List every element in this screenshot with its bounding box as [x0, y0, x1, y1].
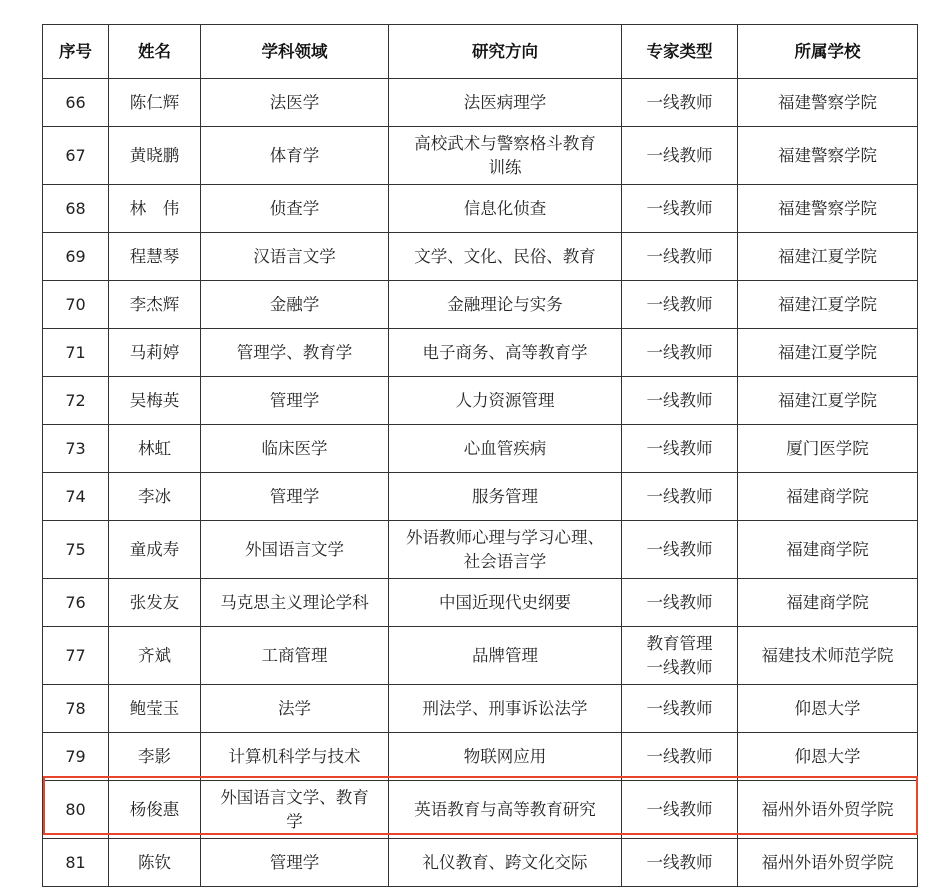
name-cell [109, 329, 201, 377]
expert-type-cell [622, 579, 738, 627]
discipline-text: 法学 [278, 698, 311, 718]
research-direction-cell [389, 185, 622, 233]
table-row [43, 521, 918, 579]
name-text: 黄晓鹏 [129, 145, 180, 165]
expert-type-text: 一线教师 [646, 198, 713, 218]
index-text: 69 [65, 246, 86, 266]
table-row [43, 839, 918, 887]
name-cell [109, 781, 201, 839]
research-direction-cell [389, 329, 622, 377]
expert-type-text: 一线教师 [646, 294, 713, 314]
index-cell [43, 733, 109, 781]
name-cell [109, 425, 201, 473]
table-row [43, 79, 918, 127]
discipline-text: 外国语言文学、教育 学 [220, 787, 369, 831]
name-text: 张发友 [129, 592, 180, 612]
research-direction-text: 高校武术与警察格斗教育 训练 [414, 133, 596, 177]
index-text: 68 [65, 198, 86, 218]
index-text: 66 [65, 92, 86, 112]
table-row [43, 127, 918, 185]
header-school: 所属学校 [738, 25, 918, 79]
expert-type-cell [622, 233, 738, 281]
discipline-text: 法医学 [269, 92, 320, 112]
header-expert-type: 专家类型 [622, 25, 738, 79]
school-cell [738, 79, 918, 127]
name-text: 童成寿 [129, 539, 180, 559]
research-direction-cell [389, 79, 622, 127]
discipline-cell [201, 579, 389, 627]
school-text: 福建警察学院 [778, 198, 877, 218]
header-discipline: 学科领域 [201, 25, 389, 79]
index-cell [43, 781, 109, 839]
school-cell [738, 185, 918, 233]
name-text: 吴梅英 [129, 390, 180, 410]
expert-type-cell [622, 329, 738, 377]
expert-type-cell [622, 473, 738, 521]
expert-type-text: 一线教师 [646, 539, 713, 559]
index-cell [43, 329, 109, 377]
research-direction-cell [389, 233, 622, 281]
school-text: 福建警察学院 [778, 92, 877, 112]
discipline-text: 管理学 [269, 486, 320, 506]
discipline-text: 管理学、教育学 [236, 342, 353, 362]
discipline-cell [201, 233, 389, 281]
expert-type-text: 一线教师 [646, 799, 713, 819]
research-direction-text: 外语教师心理与学习心理、 社会语言学 [406, 527, 604, 571]
school-text: 福建商学院 [786, 486, 869, 506]
school-text: 福州外语外贸学院 [761, 852, 894, 872]
index-text: 76 [65, 592, 86, 612]
school-text: 福建江夏学院 [778, 342, 877, 362]
school-cell [738, 733, 918, 781]
research-direction-cell [389, 127, 622, 185]
name-cell [109, 185, 201, 233]
expert-type-text: 一线教师 [646, 145, 713, 165]
research-direction-cell [389, 281, 622, 329]
index-text: 73 [65, 438, 86, 458]
discipline-text: 管理学 [269, 390, 320, 410]
expert-list-table [42, 24, 918, 887]
school-text: 福建技术师范学院 [761, 645, 894, 665]
table-header-row [43, 25, 918, 79]
table-row [43, 281, 918, 329]
name-cell [109, 473, 201, 521]
index-text: 72 [65, 390, 86, 410]
expert-type-text: 一线教师 [646, 852, 713, 872]
expert-type-cell [622, 185, 738, 233]
discipline-text: 体育学 [269, 145, 320, 165]
research-direction-text: 英语教育与高等教育研究 [414, 799, 596, 819]
index-cell [43, 377, 109, 425]
discipline-cell [201, 281, 389, 329]
expert-type-cell [622, 425, 738, 473]
research-direction-cell [389, 579, 622, 627]
expert-type-text: 教育管理 一线教师 [646, 633, 713, 677]
expert-type-text: 一线教师 [646, 486, 713, 506]
table-row [43, 627, 918, 685]
expert-type-text: 一线教师 [646, 246, 713, 266]
name-text: 程慧琴 [129, 246, 180, 266]
school-cell [738, 473, 918, 521]
school-cell [738, 521, 918, 579]
expert-type-cell [622, 521, 738, 579]
name-text: 李冰 [138, 486, 171, 506]
research-direction-cell [389, 627, 622, 685]
discipline-cell [201, 733, 389, 781]
research-direction-text: 中国近现代史纲要 [439, 592, 571, 612]
research-direction-text: 心血管疾病 [463, 438, 547, 458]
index-cell [43, 185, 109, 233]
school-text: 福建江夏学院 [778, 294, 877, 314]
school-cell [738, 377, 918, 425]
expert-type-text: 一线教师 [646, 390, 713, 410]
expert-table-container [42, 24, 917, 887]
expert-type-cell [622, 733, 738, 781]
index-text: 75 [65, 539, 86, 559]
school-text: 仰恩大学 [794, 698, 861, 718]
research-direction-cell [389, 521, 622, 579]
discipline-cell [201, 839, 389, 887]
school-cell [738, 627, 918, 685]
school-text: 福建商学院 [786, 539, 869, 559]
index-text: 74 [65, 486, 86, 506]
table-body [43, 79, 918, 887]
expert-type-cell [622, 781, 738, 839]
research-direction-text: 品牌管理 [472, 645, 538, 665]
discipline-cell [201, 185, 389, 233]
school-cell [738, 579, 918, 627]
school-text: 福建江夏学院 [778, 390, 877, 410]
expert-type-text: 一线教师 [646, 698, 713, 718]
name-cell [109, 579, 201, 627]
school-text: 厦门医学院 [786, 438, 869, 458]
school-cell [738, 839, 918, 887]
table-row [43, 233, 918, 281]
expert-type-cell [622, 127, 738, 185]
discipline-cell [201, 627, 389, 685]
school-cell [738, 127, 918, 185]
expert-type-cell [622, 627, 738, 685]
expert-type-text: 一线教师 [646, 592, 713, 612]
name-text: 李影 [138, 746, 171, 766]
expert-type-cell [622, 281, 738, 329]
header-name: 姓名 [109, 25, 201, 79]
index-cell [43, 627, 109, 685]
research-direction-text: 礼仪教育、跨文化交际 [422, 852, 588, 872]
name-cell [109, 127, 201, 185]
expert-type-text: 一线教师 [646, 92, 713, 112]
name-cell [109, 733, 201, 781]
discipline-cell [201, 685, 389, 733]
discipline-text: 金融学 [269, 294, 320, 314]
school-cell [738, 781, 918, 839]
research-direction-text: 人力资源管理 [455, 390, 555, 410]
name-cell [109, 233, 201, 281]
table-row [43, 425, 918, 473]
table-row [43, 473, 918, 521]
research-direction-text: 刑法学、刑事诉讼法学 [422, 698, 588, 718]
index-cell [43, 127, 109, 185]
table-row [43, 329, 918, 377]
name-text: 杨俊惠 [129, 799, 180, 819]
research-direction-cell [389, 685, 622, 733]
name-text: 李杰辉 [129, 294, 180, 314]
table-row [43, 579, 918, 627]
index-cell [43, 521, 109, 579]
table-row [43, 685, 918, 733]
table-row [43, 185, 918, 233]
expert-type-cell [622, 839, 738, 887]
index-cell [43, 233, 109, 281]
index-cell [43, 839, 109, 887]
name-text: 林虹 [138, 438, 171, 458]
index-cell [43, 281, 109, 329]
research-direction-cell [389, 473, 622, 521]
discipline-cell [201, 329, 389, 377]
discipline-text: 管理学 [269, 852, 320, 872]
name-cell [109, 839, 201, 887]
name-cell [109, 377, 201, 425]
research-direction-cell [389, 839, 622, 887]
header-index: 序号 [43, 25, 109, 79]
research-direction-cell [389, 377, 622, 425]
index-cell [43, 473, 109, 521]
name-text: 陈仁辉 [129, 92, 180, 112]
discipline-cell [201, 781, 389, 839]
index-text: 71 [65, 342, 86, 362]
expert-type-cell [622, 685, 738, 733]
name-cell [109, 685, 201, 733]
discipline-cell [201, 127, 389, 185]
name-cell [109, 281, 201, 329]
index-text: 77 [65, 645, 86, 665]
research-direction-text: 物联网应用 [463, 746, 547, 766]
table-row [43, 733, 918, 781]
discipline-text: 工商管理 [261, 645, 328, 665]
index-text: 81 [65, 852, 86, 872]
school-text: 仰恩大学 [794, 746, 861, 766]
discipline-text: 临床医学 [261, 438, 328, 458]
name-text: 陈钦 [138, 852, 171, 872]
discipline-cell [201, 79, 389, 127]
school-cell [738, 281, 918, 329]
research-direction-text: 电子商务、高等教育学 [422, 342, 588, 362]
discipline-text: 马克思主义理论学科 [220, 592, 369, 612]
school-text: 福建江夏学院 [778, 246, 877, 266]
research-direction-text: 服务管理 [472, 486, 538, 506]
school-text: 福建商学院 [786, 592, 869, 612]
index-text: 70 [65, 294, 86, 314]
discipline-cell [201, 425, 389, 473]
research-direction-text: 金融理论与实务 [447, 294, 563, 314]
index-cell [43, 79, 109, 127]
research-direction-text: 法医病理学 [463, 92, 547, 112]
index-text: 78 [65, 698, 86, 718]
name-cell [109, 521, 201, 579]
school-cell [738, 233, 918, 281]
name-cell [109, 79, 201, 127]
research-direction-cell [389, 781, 622, 839]
table-row [43, 781, 918, 839]
table-row [43, 377, 918, 425]
index-cell [43, 685, 109, 733]
discipline-text: 汉语言文学 [253, 246, 336, 266]
discipline-cell [201, 473, 389, 521]
name-text: 鲍莹玉 [129, 698, 180, 718]
research-direction-text: 信息化侦查 [463, 198, 547, 218]
school-cell [738, 329, 918, 377]
header-research-direction: 研究方向 [389, 25, 622, 79]
school-text: 福州外语外贸学院 [761, 799, 894, 819]
research-direction-text: 文学、文化、民俗、教育 [414, 246, 596, 266]
index-text: 80 [65, 799, 86, 819]
school-cell [738, 425, 918, 473]
research-direction-cell [389, 733, 622, 781]
name-text: 林 伟 [129, 198, 180, 218]
discipline-cell [201, 377, 389, 425]
school-cell [738, 685, 918, 733]
name-text: 马莉婷 [129, 342, 180, 362]
discipline-text: 外国语言文学 [245, 539, 344, 559]
expert-type-cell [622, 79, 738, 127]
discipline-text: 侦查学 [269, 198, 320, 218]
expert-type-cell [622, 377, 738, 425]
index-cell [43, 425, 109, 473]
name-text: 齐斌 [138, 645, 171, 665]
discipline-cell [201, 521, 389, 579]
school-text: 福建警察学院 [778, 145, 877, 165]
index-cell [43, 579, 109, 627]
expert-type-text: 一线教师 [646, 746, 713, 766]
index-text: 67 [65, 145, 86, 165]
expert-type-text: 一线教师 [646, 438, 713, 458]
research-direction-cell [389, 425, 622, 473]
discipline-text: 计算机科学与技术 [228, 746, 361, 766]
name-cell [109, 627, 201, 685]
index-text: 79 [65, 746, 86, 766]
expert-type-text: 一线教师 [646, 342, 713, 362]
